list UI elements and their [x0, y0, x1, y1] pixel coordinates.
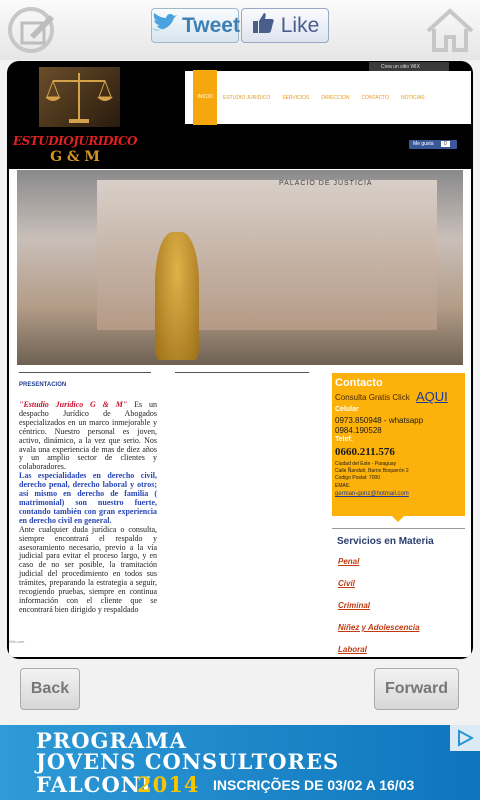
presentation-text — [19, 401, 157, 615]
nav-inicio[interactable]: INICIO — [193, 70, 217, 125]
nav-direccion[interactable]: DIRECCION — [321, 94, 350, 101]
aqui-link[interactable]: AQUI — [416, 389, 448, 404]
home-icon[interactable] — [424, 7, 476, 53]
service-ninez[interactable]: Niñez y Adolescencia — [338, 623, 420, 632]
ad-year: 2014 — [137, 772, 200, 797]
services-divider — [332, 528, 465, 529]
ad-play-icon[interactable] — [450, 725, 480, 751]
paragraph-3: Ante cualquier duda jurídica o consulta, siempre encontrará el respaldo y asesoramiento necesario, previo a la vía judicial para evitar el proceso largo, y en caso de no ser posible, la tramitación judicial del procedimiento en todos sus trámites, preparando la estrategia a seguir, recogiendo pruebas, siempre en continua información con el cliente que se encontrará bien dirigido y respaldado — [19, 524, 157, 614]
top-toolbar — [0, 0, 480, 60]
facebook-like-small[interactable] — [409, 140, 457, 149]
services-box — [332, 528, 465, 658]
tweet-button[interactable] — [151, 8, 239, 43]
thumbs-up-icon — [251, 11, 275, 40]
nav-servicios[interactable]: SERVICIOS — [282, 94, 310, 101]
celular-1: 0973.850948 - whatsapp — [335, 416, 424, 425]
address-line-3: Codigo Postal: 7000 — [335, 475, 381, 481]
service-penal[interactable]: Penal — [338, 557, 360, 566]
hero-building-caption: PALACIO DE JUSTICIA — [279, 180, 373, 187]
services-title: Servicios en Materia — [337, 536, 434, 547]
site-logo[interactable] — [9, 65, 137, 165]
email-link[interactable]: german-gonz@hotmail.com — [335, 491, 409, 497]
address-line-2: Calle Ñandutí, Barrio Boquerón 2 — [335, 468, 409, 474]
ad-banner[interactable] — [0, 725, 480, 800]
logo-subtitle: G & M — [50, 149, 100, 165]
service-civil[interactable]: Civil — [338, 579, 355, 588]
contact-arrow — [392, 516, 404, 522]
like-button[interactable] — [241, 8, 329, 43]
forward-button[interactable]: Forward — [374, 668, 459, 710]
contact-title: Contacto — [335, 377, 383, 389]
celular-label: Celular — [335, 406, 359, 413]
divider — [175, 372, 309, 373]
fb-small-count: 0 — [441, 141, 450, 147]
telef-label: Telef. — [335, 436, 353, 443]
service-criminal[interactable]: Criminal — [338, 601, 371, 610]
paragraph-2: Las especialidades en derecho civil, derecho penal, derecho laboral y otros; así mismo en derecho de familia ( matrimonial) son nuestro fuerte, contando también con gran experiencia en derecho civil en general. — [19, 471, 157, 525]
presentation-heading: PRESENTACION — [19, 382, 67, 388]
email-label: EMAIL — [335, 483, 351, 489]
nav-contacto[interactable]: CONTACTO — [361, 94, 390, 101]
wix-watermark: Wix.com — [9, 639, 25, 644]
scales-of-justice-icon — [39, 67, 120, 127]
ad-line-1: PROGRAMA — [36, 728, 187, 753]
address-line-1: Ciudad del Este - Paraguay — [335, 461, 397, 467]
justice-statue — [155, 232, 199, 360]
wix-badge[interactable]: Crea un sitio WIX — [369, 62, 449, 72]
contact-box — [332, 373, 465, 516]
brand-name: "Estudio Jurídico G & M" — [19, 400, 128, 409]
nav-noticias[interactable]: NOTICIAS — [401, 94, 425, 101]
service-laboral[interactable]: Laboral — [338, 645, 367, 654]
site-nav — [185, 71, 471, 124]
ad-dates: INSCRIÇÕES DE 03/02 A 16/03 — [213, 777, 415, 793]
courthouse-building — [97, 180, 437, 330]
celular-2: 0984.190528 — [335, 426, 382, 435]
divider — [19, 372, 151, 373]
fb-small-label: Me gusta — [413, 141, 434, 147]
paragraph-1: Es un despacho Jurídico de Abogados especializados en un marco inmejorable y céntrico. Nuestro personal es joven, activo, dinámico, a la vez que serio. Nos avala una experiencia de mas de diez años y un amplio sector de clientes y colaboradores. — [19, 400, 157, 472]
edit-icon[interactable] — [4, 5, 60, 55]
ad-line-3: FALCONI — [36, 772, 152, 797]
tweet-label: Tweet — [182, 13, 240, 37]
back-button[interactable]: Back — [20, 668, 80, 710]
hero-image — [17, 170, 463, 365]
nav-estudio-juridico[interactable]: ESTUDIO JURIDICO — [223, 94, 271, 101]
page-content — [9, 169, 471, 657]
logo-title: ESTUDIOJURIDICO — [13, 134, 137, 148]
twitter-bird-icon — [150, 12, 178, 39]
webpage-frame — [7, 61, 473, 659]
telef-number: 0660.211.576 — [335, 446, 395, 458]
ad-line-2: JOVENS CONSULTORES — [36, 749, 340, 774]
like-label: Like — [280, 13, 320, 37]
consulta-text: Consulta Gratis Click — [335, 393, 410, 402]
